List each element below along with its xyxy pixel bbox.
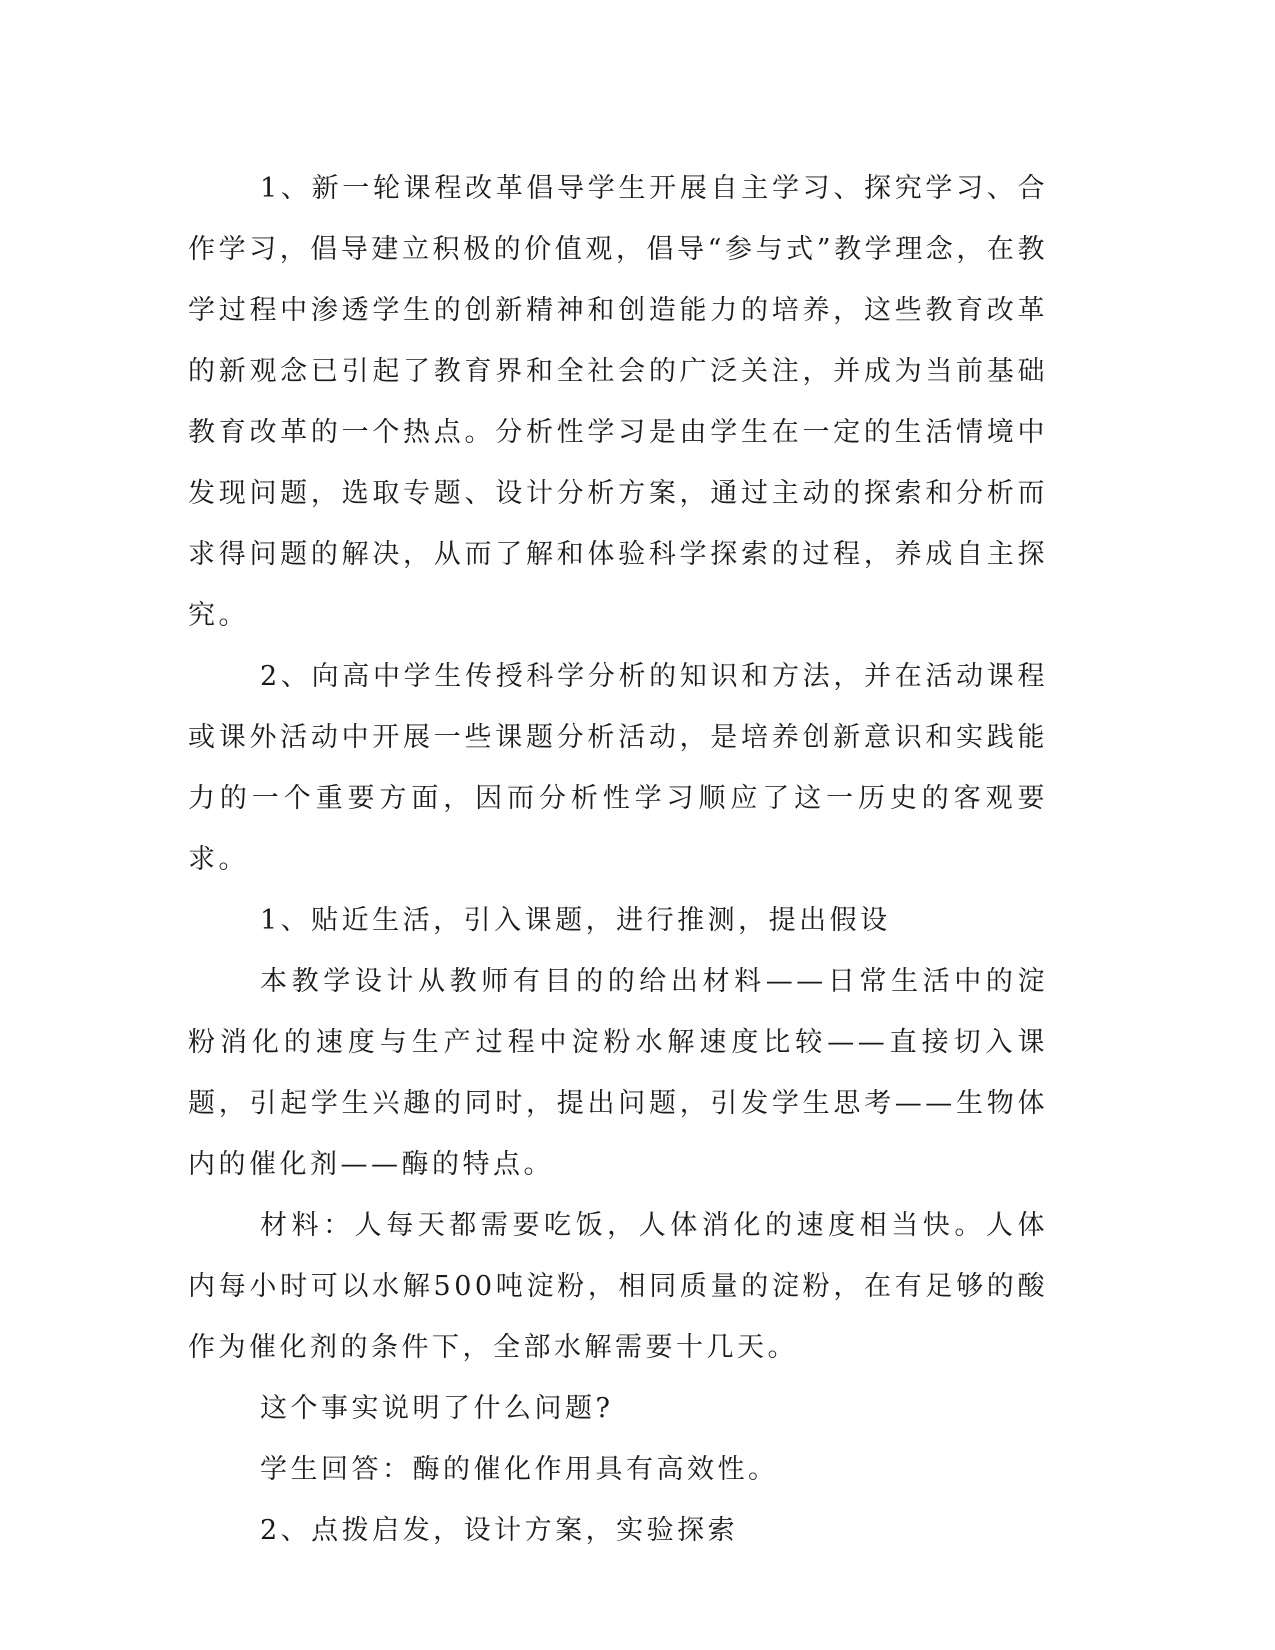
section-heading-introduce-topic: 1、贴近生活，引入课题，进行推测，提出假设 (260, 905, 891, 936)
paragraph-teaching-design: 本教学设计从教师有目的的给出材料——日常生活中的淀粉消化的速度与生产过程中淀粉水解速度比较——直接切入课题，引起学生兴趣的同时，提出问题，引发学生思考——生物体内的催化剂——酶的特点。 (188, 966, 1048, 1180)
paragraph-student-answer: 学生回答：酶的催化作用具有高效性。 (260, 1454, 779, 1485)
paragraph-course-reform: 1、新一轮课程改革倡导学生开展自主学习、探究学习、合作学习，倡导建立积极的价值观，倡导“参与式”教学理念，在教学过程中渗透学生的创新精神和创造能力的培养，这些教育改革的新观念已引起了教育界和全社会的广泛关注，并成为当前基础教育改革的一个热点。分析性学习是由学生在一定的生活情境中发现问题，选取专题、设计分析方案，通过主动的探索和分析而求得问题的解决，从而了解和体验科学探索的过程，养成自主探究。 (188, 173, 1048, 631)
document-body (188, 158, 1048, 1561)
paragraph-teaching-methods: 2、向高中学生传授科学分析的知识和方法，并在活动课程或课外活动中开展一些课题分析活动，是培养创新意识和实践能力的一个重要方面，因而分析性学习顺应了这一历史的客观要求。 (188, 661, 1048, 875)
section-heading-design-experiment: 2、点拨启发，设计方案，实验探索 (260, 1515, 739, 1546)
paragraph-question: 这个事实说明了什么问题? (260, 1393, 614, 1424)
paragraph-material: 材料：人每天都需要吃饭，人体消化的速度相当快。人体内每小时可以水解500吨淀粉，相同质量的淀粉，在有足够的酸作为催化剂的条件下，全部水解需要十几天。 (188, 1210, 1048, 1363)
